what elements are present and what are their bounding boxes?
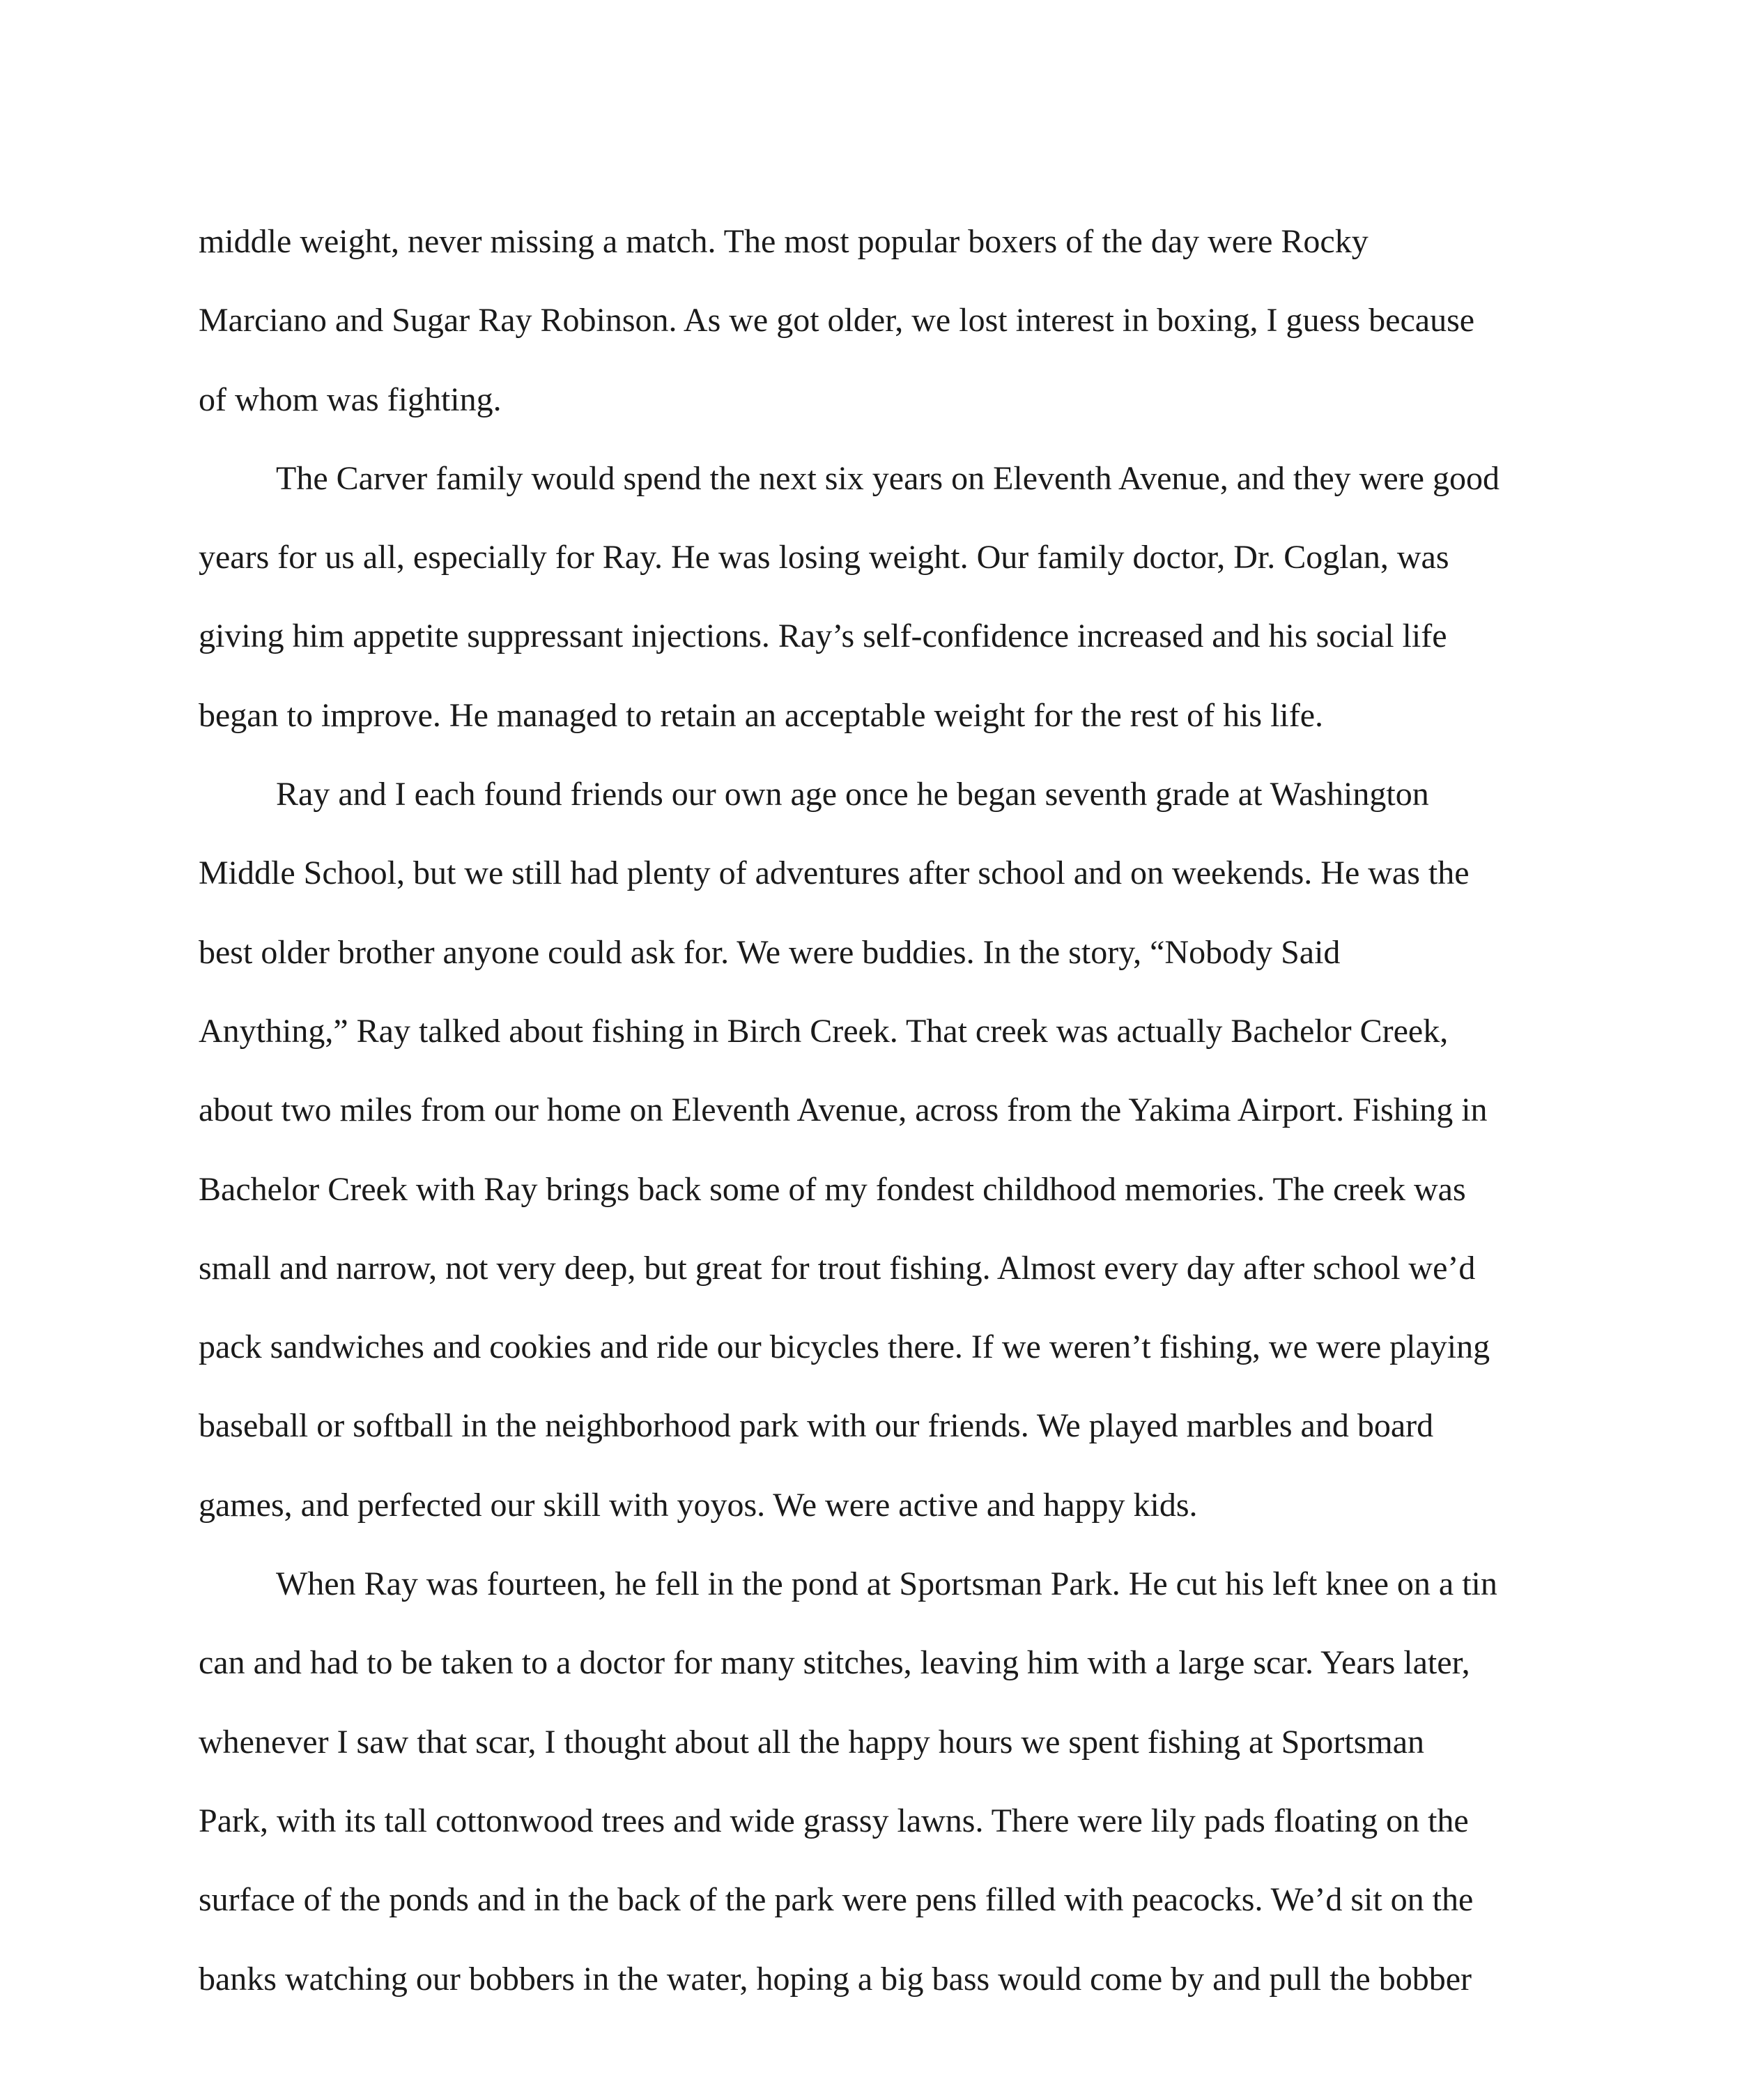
- text-line: Anything,” Ray talked about fishing in Birch Creek. That creek was actually Bachelor Creek,: [199, 1012, 1449, 1050]
- paragraph-first-line: The Carver family would spend the next six years on Eleventh Avenue, and they were good: [276, 459, 1500, 497]
- text-line: middle weight, never missing a match. The most popular boxers of the day were Rocky: [199, 223, 1369, 260]
- text-line: games, and perfected our skill with yoyos. We were active and happy kids.: [199, 1486, 1198, 1524]
- text-line: Bachelor Creek with Ray brings back some of my fondest childhood memories. The creek was: [199, 1170, 1466, 1208]
- paragraph-first-line: Ray and I each found friends our own age once he began seventh grade at Washington: [276, 776, 1429, 813]
- text-line: small and narrow, not very deep, but great for trout fishing. Almost every day after school we’d: [199, 1249, 1476, 1287]
- text-line: banks watching our bobbers in the water, hoping a big bass would come by and pull the bobber: [199, 1960, 1472, 1998]
- text-line: of whom was fighting.: [199, 381, 502, 418]
- text-line: Marciano and Sugar Ray Robinson. As we got older, we lost interest in boxing, I guess because: [199, 302, 1475, 339]
- text-line: about two miles from our home on Eleventh Avenue, across from the Yakima Airport. Fishing in: [199, 1091, 1488, 1129]
- text-line: whenever I saw that scar, I thought about all the happy hours we spent fishing at Sportsman: [199, 1723, 1425, 1761]
- body-text: [199, 202, 1536, 2018]
- text-line: pack sandwiches and cookies and ride our bicycles there. If we weren’t fishing, we were playing: [199, 1328, 1490, 1366]
- text-line: best older brother anyone could ask for. We were buddies. In the story, “Nobody Said: [199, 933, 1341, 971]
- text-line: years for us all, especially for Ray. He was losing weight. Our family doctor, Dr. Coglan, was: [199, 539, 1449, 576]
- text-line: surface of the ponds and in the back of the park were pens filled with peacocks. We’d sit on the: [199, 1881, 1474, 1919]
- text-line: began to improve. He managed to retain an acceptable weight for the rest of his life.: [199, 696, 1324, 734]
- paragraph-first-line: When Ray was fourteen, he fell in the pond at Sportsman Park. He cut his left knee on a tin: [276, 1565, 1497, 1603]
- text-line: can and had to be taken to a doctor for many stitches, leaving him with a large scar. Years later,: [199, 1644, 1470, 1682]
- text-line: Park, with its tall cottonwood trees and wide grassy lawns. There were lily pads floating on the: [199, 1802, 1469, 1839]
- text-line: baseball or softball in the neighborhood park with our friends. We played marbles and board: [199, 1407, 1434, 1445]
- text-line: giving him appetite suppressant injections. Ray’s self-confidence increased and his social life: [199, 618, 1447, 655]
- text-line: Middle School, but we still had plenty of adventures after school and on weekends. He was the: [199, 854, 1470, 892]
